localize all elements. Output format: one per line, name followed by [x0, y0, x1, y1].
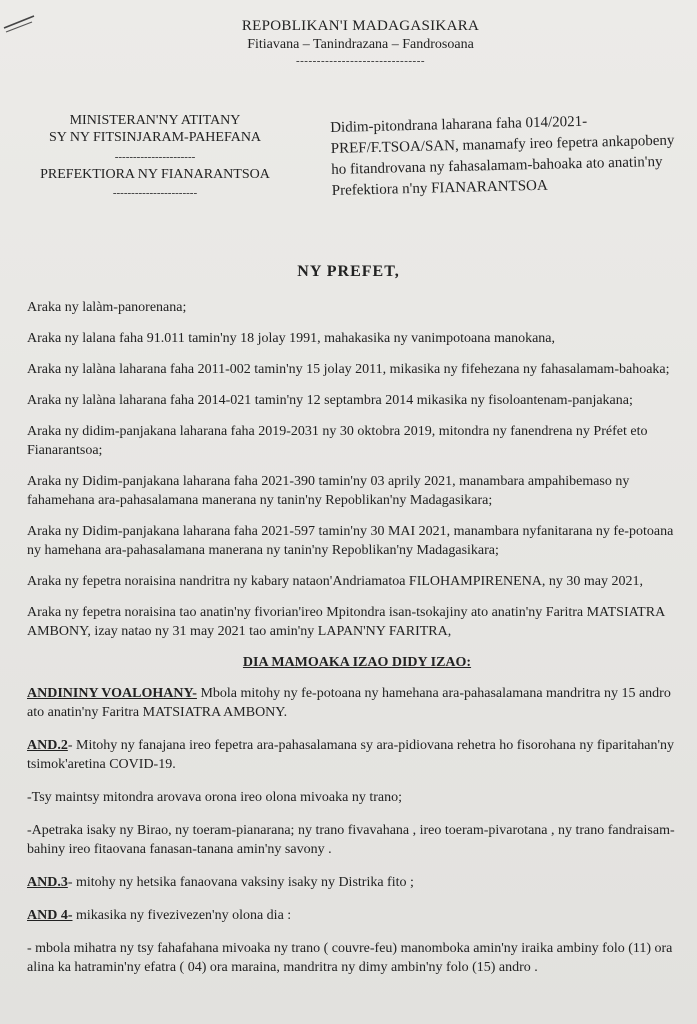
consideration-4: Araka ny lalàna laharana faha 2014-021 tamin'ny 12 septambra 2014 mikasika ny fisoloantenam-panjakana; [27, 393, 633, 408]
consideration-7: Araka ny Didim-panjakana laharana faha 2021-597 tamin'ny 30 MAI 2021, manambara nyfanitarana ny fe-potoana ny hamehana ara-pahasalamana manerana ny tanin'ny Repoblikan'ny Madagasikara; [27, 524, 674, 558]
article-1 [27, 684, 687, 722]
decides-heading: DIA MAMOAKA IZAO DIDY IZAO: [242, 655, 472, 670]
article-3 [27, 873, 687, 892]
decree-body [27, 298, 687, 989]
article-2-label: AND.2 [27, 738, 68, 753]
ministry-line-1: MINISTERAN'NY ATITANY [69, 113, 241, 128]
article-2-item-2: -Apetraka isaky ny Birao, ny toeram-pianarana; ny trano fivavahana , ireo toeram-pivarotana , ny trano fandraisam-bahiny ireo fitaovana fanasan-tanana amin'ny savony . [27, 823, 675, 857]
article-4 [27, 906, 687, 925]
consideration-5: Araka ny didim-panjakana laharana faha 2019-2031 ny 30 oktobra 2019, mitondra ny fanendrena ny Préfet eto Fianarantsoa; [27, 424, 648, 458]
consideration-8: Araka ny fepetra noraisina nandritra ny kabary nataon'Andriamatoa FILOHAMPIRENENA, ny 30 may 2021, [27, 574, 644, 589]
header-divider: ------------------------------- [295, 55, 426, 67]
republic-title: REPOBLIKAN'I MADAGASIKARA [241, 18, 480, 34]
article-4-label: AND 4- [27, 908, 73, 923]
consideration-9: Araka ny fepetra noraisina tao anatin'ny fivorian'ireo Mpitondra isan-tsokajiny ato anatin'ny Faritra MATSIATRA AMBONY, izay natao ny 31 may 2021 tao amin'ny LAPAN'NY FARITRA, [27, 605, 665, 639]
authority-heading: NY PREFET, [297, 263, 400, 280]
article-2-text: - Mitohy ny fanajana ireo fepetra ara-pahasalamana sy ara-pidiovana rehetra ho fisorohana ny fiparitahan'ny tsimok'aretina COVID-19. [27, 738, 675, 772]
consideration-2: Araka ny lalana faha 91.011 tamin'ny 18 jolay 1991, mahakasika ny vanimpotoana manokana, [27, 331, 556, 346]
article-2-item-1: -Tsy maintsy mitondra arovava orona ireo olona mivoaka ny trano; [27, 790, 402, 805]
prefecture-divider: ----------------------- [112, 187, 198, 199]
article-1-label: ANDININY VOALOHANY- [27, 686, 197, 701]
article-3-text: - mitohy ny hetsika fanaovana vaksiny isaky ny Distrika fito ; [67, 875, 414, 890]
ministry-divider: ---------------------- [114, 151, 196, 163]
consideration-3: Araka ny lalàna laharana faha 2011-002 tamin'ny 15 jolay 2011, mikasika ny fifehezana ny fahasalamam-bahoaka; [27, 362, 670, 377]
article-1-text: Mbola mitohy ny fe-potoana ny hamehana ara-pahasalamana mandritra ny 15 andro ato anatin'ny Faritra MATSIATRA AMBONY. [27, 686, 671, 720]
article-3-label: AND.3 [27, 875, 68, 890]
decree-title: Didim-pitondrana laharana faha 014/2021-PREF/F.TSOA/SAN, manamafy ireo fepetra ankapobeny ho fitandrovana ny fahasalamam-bahoaka ato anatin'ny Prefektiora n'ny FIANARANTSOA [330, 113, 675, 199]
article-2 [27, 736, 687, 774]
republic-motto: Fitiavana – Tanindrazana – Fandrosoana [247, 37, 474, 52]
consideration-6: Araka ny Didim-panjakana laharana faha 2021-390 tamin'ny 03 aprily 2021, manambara ampahibemaso ny fahamehana ara-pahasalamana manerana ny tanin'ny Repoblikan'ny Madagasikara; [27, 474, 630, 508]
prefecture-name: PREFEKTIORA NY FIANARANTSOA [40, 167, 270, 182]
consideration-1: Araka ny lalàm-panorenana; [27, 300, 187, 315]
article-4-text: mikasika ny fivezivezen'ny olona dia : [72, 908, 292, 923]
ministry-line-2: SY NY FITSINJARAM-PAHEFANA [48, 130, 262, 145]
article-4-item: - mbola mihatra ny tsy fahafahana mivoaka ny trano ( couvre-feu) manomboka amin'ny iraika ambiny folo (11) ora alina ka hatramin'ny efatra ( 04) ora maraina, mandritra ny dimy ambin'ny folo (15) andro . [27, 941, 673, 975]
